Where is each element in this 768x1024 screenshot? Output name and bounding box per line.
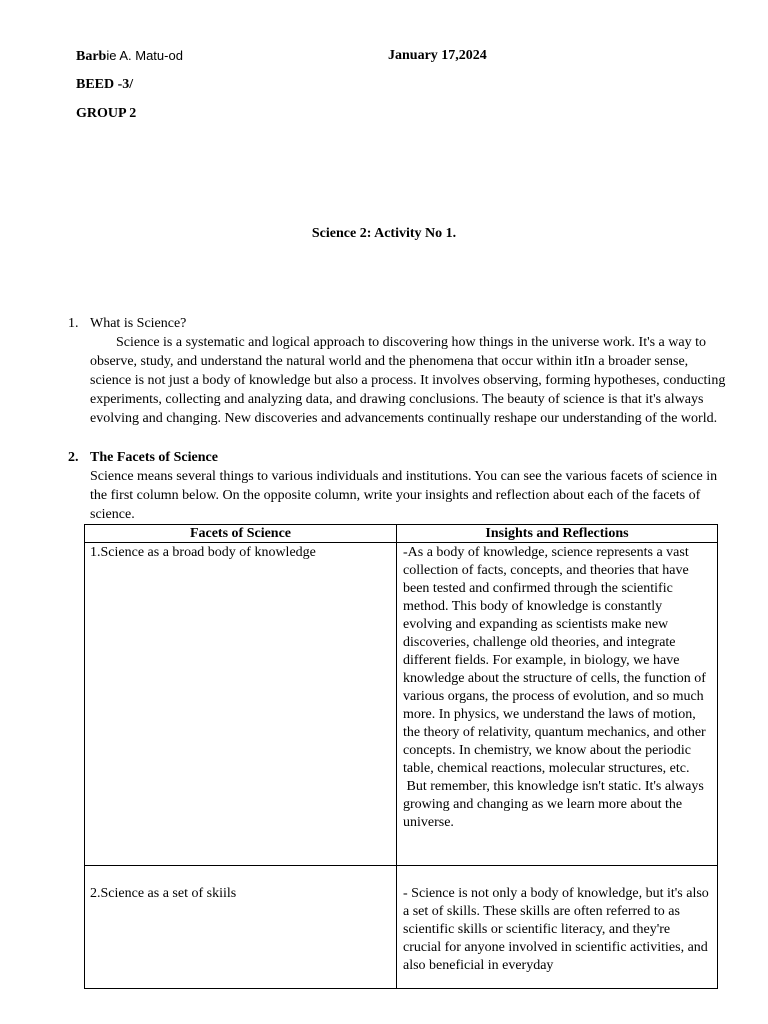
table-row bbox=[85, 866, 718, 989]
question-2-number: 2. bbox=[68, 450, 79, 465]
question-1 bbox=[68, 314, 728, 333]
question-1-answer: Science is a systematic and logical approach to discovering how things in the universe work. It's a way to observe, study, and understand the natural world and the phenomena that occur within itIn a broader sense, science is not just a body of knowledge but also a process. It involves observing, forming hypotheses, conducting experiments, collecting and analyzing data, and drawing conclusions. The beauty of science is that it's always evolving and changing. New discoveries and advancements continually reshape our understanding of the world. bbox=[90, 335, 726, 426]
insight-cell bbox=[397, 543, 718, 866]
student-name bbox=[76, 48, 183, 65]
insight-text: -As a body of knowledge, science represents a vast collection of facts, concepts, and theories that have been tested and confirmed through the scientific method. This body of knowledge is constantly evolving and expanding as scientists make new discoveries, challenge old theories, and integrate different fields. For example, in biology, we have knowledge about the structure of cells, the function of various organs, the process of evolution, and so much more. In physics, we understand the laws of motion, the theory of relativity, quantum mechanics, and other concepts. In chemistry, we know about the periodic table, chemical reactions, molecular structures, etc. bbox=[403, 545, 706, 776]
activity-title: Science 2: Activity No 1. bbox=[311, 226, 457, 241]
course-label: BEED -3/ bbox=[76, 77, 134, 92]
facets-table bbox=[84, 524, 718, 989]
header-insights: Insights and Reflections bbox=[397, 525, 718, 543]
facet-cell: 1.Science as a broad body of knowledge bbox=[85, 543, 397, 866]
table-row bbox=[85, 543, 718, 866]
question-2-text: The Facets of Science bbox=[90, 450, 218, 465]
header-facets: Facets of Science bbox=[85, 525, 397, 543]
question-2-instructions: Science means several things to various individuals and institutions. You can see the various facets of science in the first column below. On the opposite column, write your insights and reflection about each of the facets of science. bbox=[90, 469, 718, 522]
document-date: January 17,2024 bbox=[388, 48, 487, 63]
question-1-number: 1. bbox=[68, 316, 79, 331]
insight-cell: - Science is not only a body of knowledge, but it's also a set of skills. These skills are often referred to as scientific skills or scientific literacy, and they're crucial for anyone involved in scientific activities, and also beneficial in everyday bbox=[397, 866, 718, 989]
table-header-row bbox=[85, 525, 718, 543]
insight-text-continued: But remember, this knowledge isn't static. It's always growing and changing as we learn more about the universe. bbox=[403, 779, 708, 830]
question-2 bbox=[68, 448, 728, 467]
student-name-part1: Barb bbox=[76, 49, 107, 64]
student-name-part2: ie A. Matu-od bbox=[106, 48, 183, 63]
group-label: GROUP 2 bbox=[76, 106, 137, 121]
facet-cell: 2.Science as a set of skiils bbox=[85, 866, 397, 989]
question-1-text: What is Science? bbox=[90, 316, 187, 331]
